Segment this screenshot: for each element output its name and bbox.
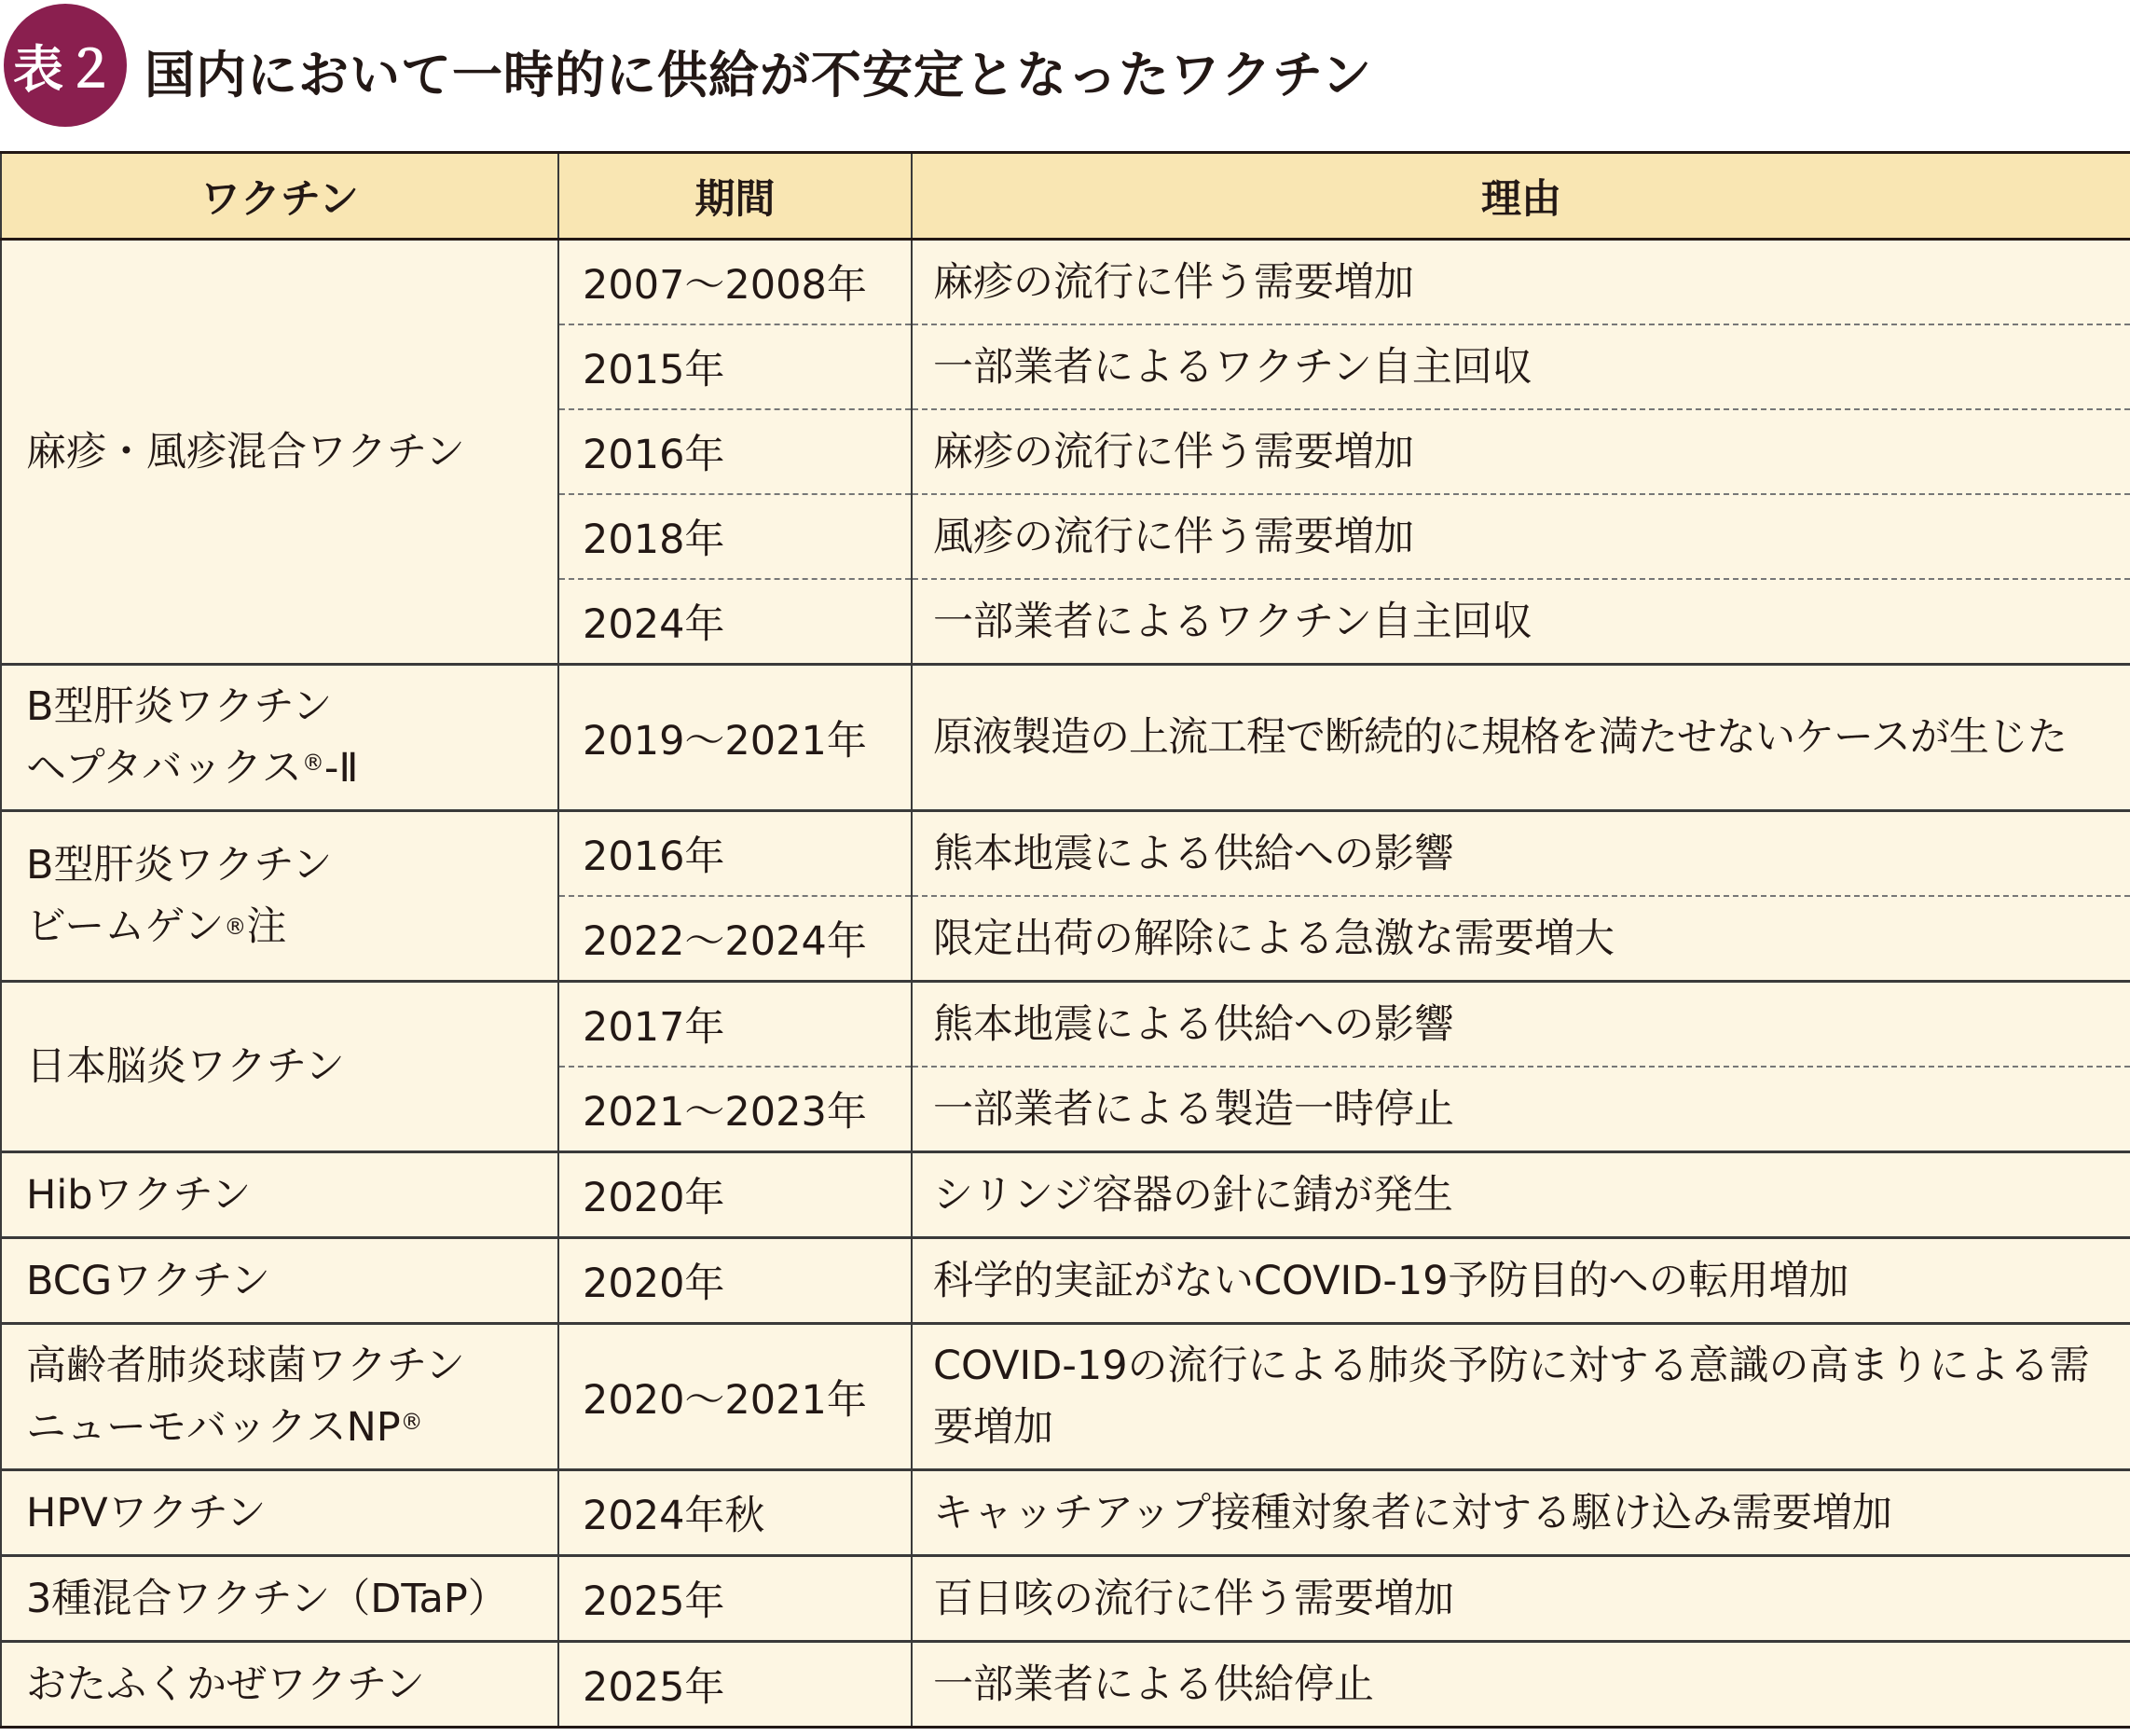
- table-number-badge: 表２: [4, 4, 127, 127]
- reason-cell: 一部業者による供給停止: [912, 1642, 2130, 1728]
- table-title: 国内において一時的に供給が不安定となったワクチン: [144, 46, 1373, 104]
- vaccine-cell: 麻疹・風疹混合ワクチン: [1, 240, 558, 665]
- vaccine-cell: BCGワクチン: [1, 1238, 558, 1324]
- column-header-period: 期間: [558, 153, 912, 240]
- table-row: [1, 1324, 2130, 1470]
- registered-mark: ®: [224, 914, 247, 940]
- period-cell: 2015年: [558, 324, 912, 409]
- period-cell: 2025年: [558, 1556, 912, 1642]
- registered-mark: ®: [400, 1409, 423, 1435]
- period-cell: 2021～2023年: [558, 1067, 912, 1152]
- reason-cell: COVID-19の流行による肺炎予防に対する意識の高まりによる需要増加: [912, 1324, 2130, 1470]
- period-cell: 2007～2008年: [558, 240, 912, 325]
- reason-cell: 熊本地震による供給への影響: [912, 811, 2130, 897]
- table-header-row: [1, 153, 2130, 240]
- table-row: [1, 240, 2130, 325]
- period-cell: 2016年: [558, 409, 912, 494]
- vaccine-cell: B型肝炎ワクチン ヘプタバックス®-Ⅱ: [1, 665, 558, 811]
- table-row: [1, 811, 2130, 897]
- reason-cell: 風疹の流行に伴う需要増加: [912, 494, 2130, 579]
- period-cell: 2020年: [558, 1238, 912, 1324]
- reason-cell: シリンジ容器の針に錆が発生: [912, 1152, 2130, 1238]
- column-header-reason: 理由: [912, 153, 2130, 240]
- vaccine-cell: B型肝炎ワクチン ビームゲン®注: [1, 811, 558, 982]
- period-cell: 2024年: [558, 579, 912, 665]
- period-cell: 2017年: [558, 982, 912, 1068]
- registered-mark: ®: [301, 750, 324, 776]
- vaccine-cell: おたふくかぜワクチン: [1, 1642, 558, 1728]
- table-caption: [0, 0, 2130, 140]
- vaccine-cell: 日本脳炎ワクチン: [1, 982, 558, 1152]
- vaccine-cell: HPVワクチン: [1, 1470, 558, 1556]
- period-cell: 2020～2021年: [558, 1324, 912, 1470]
- period-cell: 2016年: [558, 811, 912, 897]
- period-cell: 2024年秋: [558, 1470, 912, 1556]
- table-row: [1, 1152, 2130, 1238]
- reason-cell: 一部業者による製造一時停止: [912, 1067, 2130, 1152]
- reason-cell: キャッチアップ接種対象者に対する駆け込み需要増加: [912, 1470, 2130, 1556]
- table-row: [1, 982, 2130, 1068]
- vaccine-supply-table: [0, 151, 2130, 1729]
- reason-cell: 百日咳の流行に伴う需要増加: [912, 1556, 2130, 1642]
- vaccine-cell: 高齢者肺炎球菌ワクチン ニューモバックスNP®: [1, 1324, 558, 1470]
- table-row: [1, 1556, 2130, 1642]
- vaccine-cell: Hibワクチン: [1, 1152, 558, 1238]
- period-cell: 2018年: [558, 494, 912, 579]
- reason-cell: 一部業者によるワクチン自主回収: [912, 579, 2130, 665]
- period-cell: 2019～2021年: [558, 665, 912, 811]
- table-row: [1, 665, 2130, 811]
- reason-cell: 麻疹の流行に伴う需要増加: [912, 240, 2130, 325]
- period-cell: 2020年: [558, 1152, 912, 1238]
- column-header-vaccine: ワクチン: [1, 153, 558, 240]
- reason-cell: 熊本地震による供給への影響: [912, 982, 2130, 1068]
- reason-cell: 麻疹の流行に伴う需要増加: [912, 409, 2130, 494]
- table-row: [1, 1238, 2130, 1324]
- table-row: [1, 1470, 2130, 1556]
- table-row: [1, 1642, 2130, 1728]
- reason-cell: 限定出荷の解除による急激な需要増大: [912, 896, 2130, 982]
- period-cell: 2025年: [558, 1642, 912, 1728]
- vaccine-cell: 3種混合ワクチン（DTaP）: [1, 1556, 558, 1642]
- reason-cell: 科学的実証がないCOVID-19予防目的への転用増加: [912, 1238, 2130, 1324]
- reason-cell: 一部業者によるワクチン自主回収: [912, 324, 2130, 409]
- period-cell: 2022～2024年: [558, 896, 912, 982]
- reason-cell: 原液製造の上流工程で断続的に規格を満たせないケースが生じた: [912, 665, 2130, 811]
